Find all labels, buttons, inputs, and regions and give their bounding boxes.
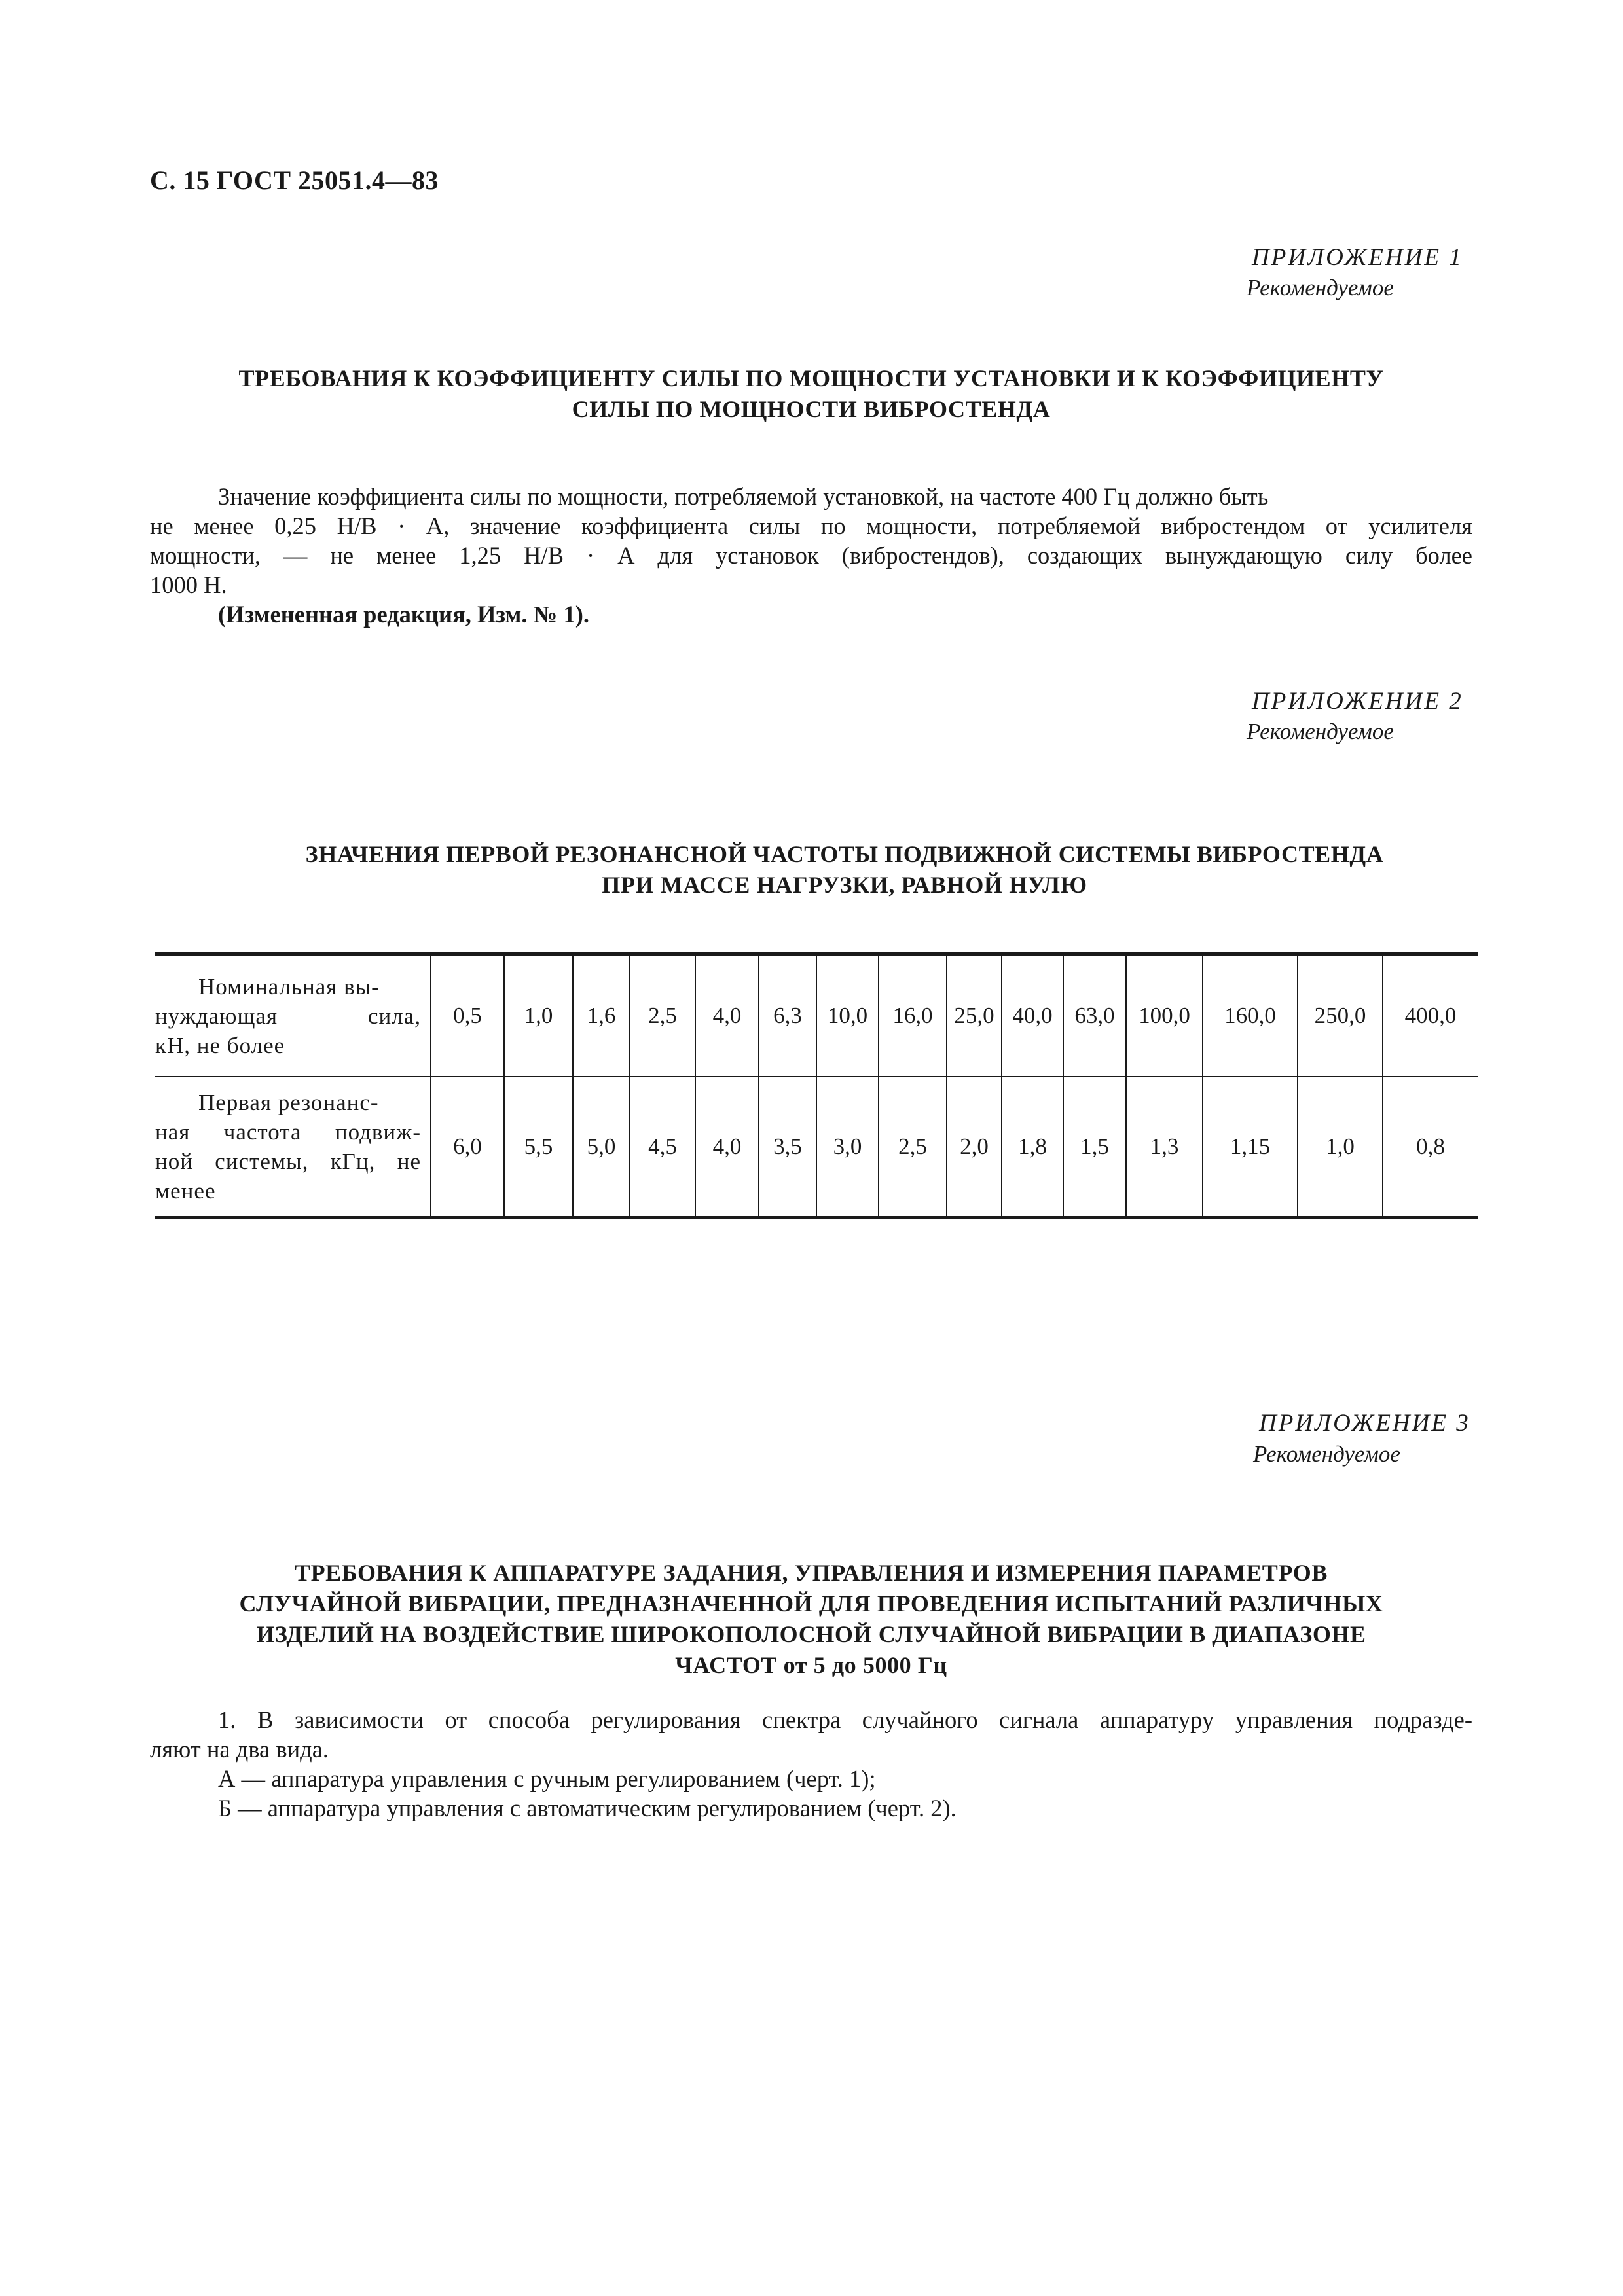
row-head-line: ная частота подвиж- <box>155 1119 421 1145</box>
appendix-1-para-line-3: мощности, — не менее 1,25 Н/В · А для установок (вибростендов), создающих вынуждающую силу более <box>150 542 1472 569</box>
appendix-2-title-line-2: ПРИ МАССЕ НАГРУЗКИ, РАВНОЙ НУЛЮ <box>602 872 1087 898</box>
table-cell: 0,8 <box>1383 1077 1478 1218</box>
table-cell: 63,0 <box>1063 954 1126 1077</box>
appendix-1-note: Рекомендуемое <box>1247 275 1394 300</box>
table-cell: 6,3 <box>759 954 816 1077</box>
appendix-2-label: ПРИЛОЖЕНИЕ 2 <box>1252 688 1463 715</box>
table-cell: 3,5 <box>759 1077 816 1218</box>
table-cell: 10,0 <box>816 954 879 1077</box>
table-cell: 1,5 <box>1063 1077 1126 1218</box>
appendix-1-para-line-1: Значение коэффициента силы по мощности, потребляемой установкой, на частоте 400 Гц должно быть <box>218 483 1269 510</box>
table-cell: 2,5 <box>630 954 695 1077</box>
page-header: С. 15 ГОСТ 25051.4—83 <box>150 166 439 195</box>
table-row-force <box>155 954 1478 1077</box>
appendix-3-note: Рекомендуемое <box>1253 1441 1400 1467</box>
appendix-1-title-line-1: ТРЕБОВАНИЯ К КОЭФФИЦИЕНТУ СИЛЫ ПО МОЩНОСТИ УСТАНОВКИ И К КОЭФФИЦИЕНТУ <box>238 365 1384 391</box>
row-head-line: Первая резонанс- <box>198 1090 379 1115</box>
table-cell: 6,0 <box>431 1077 504 1218</box>
table-cell: 4,0 <box>695 954 759 1077</box>
table-cell: 4,5 <box>630 1077 695 1218</box>
appendix-1-title <box>150 363 1472 425</box>
table-cell: 1,0 <box>1298 1077 1383 1218</box>
appendix-1-para-line-4: 1000 Н. <box>150 571 227 598</box>
row-head-line: Номинальная вы- <box>198 973 380 999</box>
appendix-1-para-line-2: не менее 0,25 Н/В · А, значение коэффициента силы по мощности, потребляемой вибростендом от усилителя <box>150 512 1472 539</box>
appendix-3-title <box>150 1558 1472 1681</box>
table-cell: 5,0 <box>573 1077 630 1218</box>
appendix-3-item-1-line-1: 1. В зависимости от способа регулирования спектра случайного сигнала аппаратуру управления подразде- <box>218 1706 1472 1733</box>
table-cell: 4,0 <box>695 1077 759 1218</box>
table-cell: 16,0 <box>879 954 947 1077</box>
appendix-2-title <box>223 839 1467 901</box>
table-cell: 160,0 <box>1203 954 1298 1077</box>
table-cell: 1,3 <box>1126 1077 1203 1218</box>
table-cell: 0,5 <box>431 954 504 1077</box>
table-cell: 1,8 <box>1002 1077 1063 1218</box>
appendix-3-item-b: Б — аппаратура управления с автоматическим регулированием (черт. 2). <box>218 1795 957 1821</box>
appendix-3-title-line-1: ТРЕБОВАНИЯ К АППАРАТУРЕ ЗАДАНИЯ, УПРАВЛЕНИЯ И ИЗМЕРЕНИЯ ПАРАМЕТРОВ <box>294 1560 1328 1586</box>
appendix-3-label: ПРИЛОЖЕНИЕ 3 <box>1259 1410 1470 1437</box>
appendix-3-item-1-line-2: ляют на два вида. <box>150 1736 329 1763</box>
row-head-line: ной системы, кГц, не <box>155 1149 421 1174</box>
table-row-head-frequency <box>155 1077 431 1218</box>
table-cell: 250,0 <box>1298 954 1383 1077</box>
table-cell: 3,0 <box>816 1077 879 1218</box>
appendix-1-title-line-2: СИЛЫ ПО МОЩНОСТИ ВИБРОСТЕНДА <box>572 396 1051 422</box>
table-cell: 2,5 <box>879 1077 947 1218</box>
appendix-2-title-line-1: ЗНАЧЕНИЯ ПЕРВОЙ РЕЗОНАНСНОЙ ЧАСТОТЫ ПОДВИЖНОЙ СИСТЕМЫ ВИБРОСТЕНДА <box>305 841 1384 867</box>
table-cell: 25,0 <box>947 954 1002 1077</box>
appendix-3-title-line-2: СЛУЧАЙНОЙ ВИБРАЦИИ, ПРЕДНАЗНАЧЕННОЙ ДЛЯ ПРОВЕДЕНИЯ ИСПЫТАНИЙ РАЗЛИЧНЫХ <box>239 1590 1383 1617</box>
row-head-line: менее <box>155 1178 216 1204</box>
table-cell: 1,6 <box>573 954 630 1077</box>
table-cell: 2,0 <box>947 1077 1002 1218</box>
appendix-3-item-a: А — аппаратура управления с ручным регулированием (черт. 1); <box>218 1765 876 1792</box>
appendix-3-title-line-3: ИЗДЕЛИЙ НА ВОЗДЕЙСТВИЕ ШИРОКОПОЛОСНОЙ СЛУЧАЙНОЙ ВИБРАЦИИ В ДИАПАЗОНЕ <box>256 1621 1366 1647</box>
appendix-1-amendment: (Измененная редакция, Изм. № 1). <box>218 601 589 628</box>
row-head-line: кН, не более <box>155 1032 285 1058</box>
resonance-frequency-table <box>155 952 1478 1219</box>
appendix-2-note: Рекомендуемое <box>1247 719 1394 744</box>
table-cell: 100,0 <box>1126 954 1203 1077</box>
table-cell: 5,5 <box>504 1077 573 1218</box>
table-row-head-force <box>155 954 431 1077</box>
table-cell: 40,0 <box>1002 954 1063 1077</box>
appendix-3-title-line-4: ЧАСТОТ от 5 до 5000 Гц <box>675 1652 947 1678</box>
table-cell: 400,0 <box>1383 954 1478 1077</box>
row-head-line: нуждающая сила, <box>155 1003 421 1029</box>
appendix-1-label: ПРИЛОЖЕНИЕ 1 <box>1252 244 1463 271</box>
table-cell: 1,0 <box>504 954 573 1077</box>
table-cell: 1,15 <box>1203 1077 1298 1218</box>
table-row-frequency <box>155 1077 1478 1218</box>
